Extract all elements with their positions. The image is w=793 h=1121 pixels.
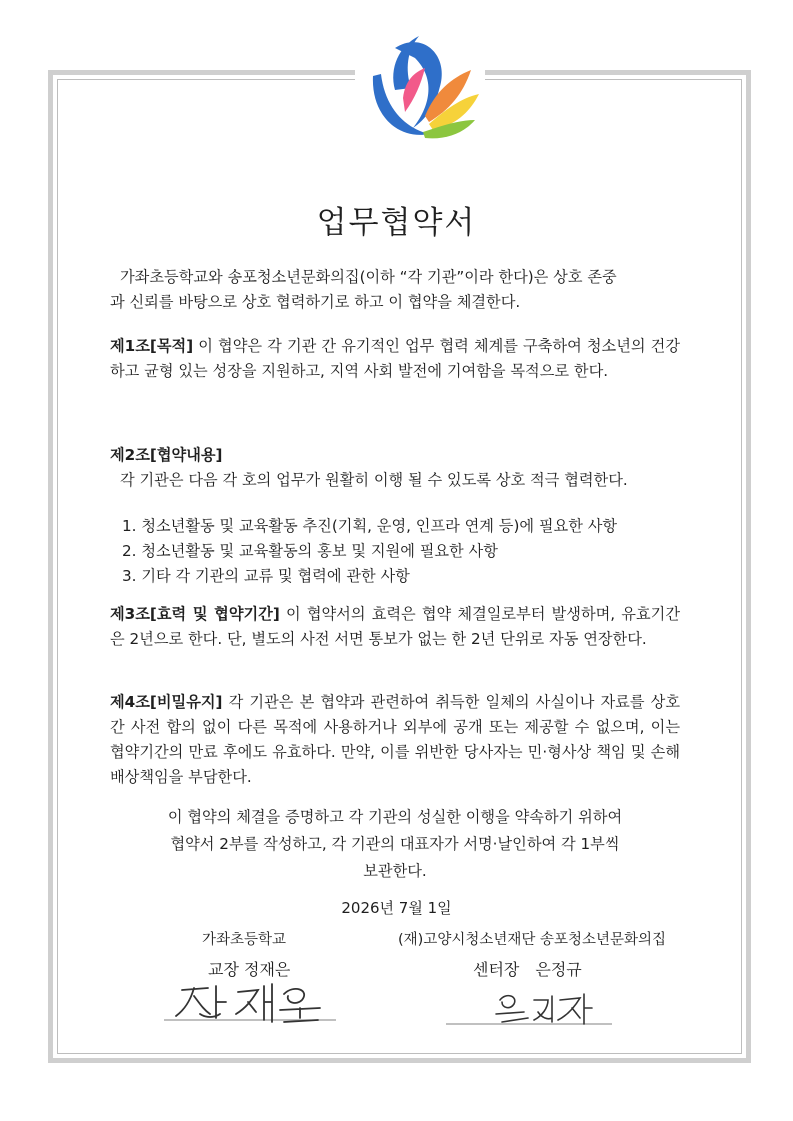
closing-paragraph — [110, 804, 680, 885]
document-title: 업무협약서 — [316, 205, 477, 241]
article-3 — [110, 602, 680, 652]
agreement-date: 2026년 7월 1일 — [341, 899, 452, 917]
article-3-text: 이 협약서의 효력은 협약 체결일로부터 발생하며, 유효기간은 2년으로 한다. 단, 별도의 사전 서면 통보가 없는 한 2년 단위로 자동 연장한다. — [110, 605, 680, 648]
intro-line-1: 가좌초등학교와 송포청소년문화의집(이하 “각 기관”이라 한다)은 상호 존중 — [120, 268, 617, 286]
party-left-representative: 교장 정재은 — [208, 960, 291, 979]
article-1-heading: 제1조[목적] — [110, 337, 194, 355]
article-4 — [110, 690, 680, 790]
intro-paragraph — [110, 265, 680, 315]
list-item: 2. 청소년활동 및 교육활동의 홍보 및 지원에 필요한 사항 — [122, 542, 498, 560]
signature-left — [160, 978, 340, 1030]
article-2-text: 각 기관은 다음 각 호의 업무가 원활히 이행 될 수 있도록 상호 적극 협력한다. — [120, 471, 628, 489]
article-1 — [110, 334, 680, 384]
list-item: 1. 청소년활동 및 교육활동 추진(기획, 운영, 인프라 연계 등)에 필요한 사항 — [122, 517, 618, 535]
closing-line-1: 이 협약의 체결을 증명하고 각 기관의 성실한 이행을 약속하기 위하여 — [167, 808, 623, 826]
article-1-text: 이 협약은 각 기관 간 유기적인 업무 협력 체계를 구축하여 청소년의 건강하고 균형 있는 성장을 지원하고, 지역 사회 발전에 기여함을 목적으로 한다. — [110, 337, 680, 380]
party-right-representative: 센터장 은정규 — [473, 960, 582, 979]
article-4-text: 각 기관은 본 협약과 관련하여 취득한 일체의 사실이나 자료를 상호간 사전 합의 없이 다른 목적에 사용하거나 외부에 공개 또는 제공할 수 없으며, 이는 협약기간의 만료 후에도 유효하다. 만약, 이를 위반한 당사자는 민·형사상 책임 및 손해배상책임을 부담한다. — [110, 693, 680, 786]
article-2 — [110, 443, 680, 493]
signature-right — [444, 988, 614, 1034]
article-2-items — [122, 514, 692, 589]
party-left-org: 가좌초등학교 — [202, 932, 287, 948]
closing-line-2: 협약서 2부를 작성하고, 각 기관의 대표자가 서명·날인하여 각 1부씩 — [170, 835, 620, 853]
party-right-org: (재)고양시청소년재단 송포청소년문화의집 — [398, 932, 667, 948]
article-4-heading: 제4조[비밀유지] — [110, 693, 223, 711]
intro-line-2: 과 신뢰를 바탕으로 상호 협력하기로 하고 이 협약을 체결한다. — [110, 293, 521, 311]
article-3-heading: 제3조[효력 및 협약기간] — [110, 605, 280, 623]
article-2-heading: 제2조[협약내용] — [110, 446, 223, 464]
list-item: 3. 기타 각 기관의 교류 및 협력에 관한 사항 — [122, 567, 410, 585]
foundation-logo — [355, 28, 485, 160]
closing-line-3: 보관한다. — [363, 862, 427, 880]
